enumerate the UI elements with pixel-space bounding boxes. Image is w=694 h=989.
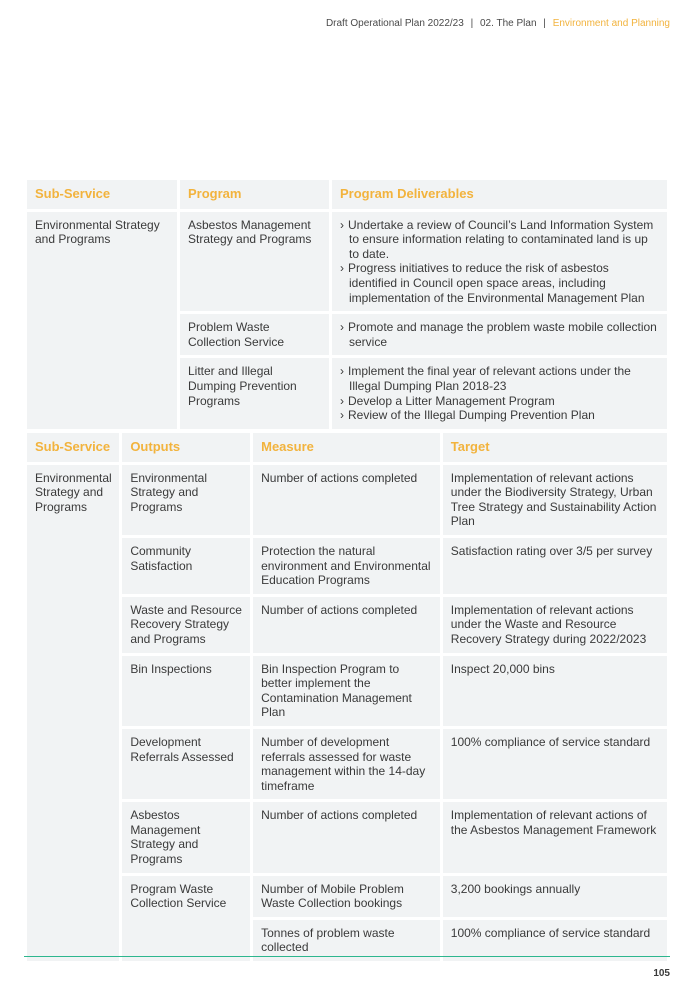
table-row: [27, 876, 667, 917]
sub-service-cell: Environmental Strategy and Programs: [27, 212, 177, 429]
output-cell: Community Satisfaction: [122, 538, 250, 594]
deliverables-list: [340, 218, 659, 306]
program-table: [24, 177, 670, 432]
column-header: Sub-Service: [27, 433, 119, 462]
deliverables-cell: [332, 314, 667, 355]
deliverables-cell: [332, 212, 667, 312]
sub-service-cell: Environmental Strategy and Programs: [27, 465, 119, 961]
column-header: Measure: [253, 433, 440, 462]
measure-cell: Bin Inspection Program to better implement the Contamination Management Plan: [253, 656, 440, 726]
target-cell: Implementation of relevant actions of the Asbestos Management Framework: [443, 802, 667, 872]
deliverable-item: › Progress initiatives to reduce the risk of asbestos identified in Council open space areas, including implementation of the Environmental Management Plan: [340, 261, 659, 305]
target-cell: Implementation of relevant actions under the Biodiversity Strategy, Urban Tree Strategy and Sustainability Action Plan: [443, 465, 667, 535]
deliverables-list: [340, 320, 659, 349]
measure-cell: Tonnes of problem waste collected: [253, 920, 440, 961]
section-label: 02. The Plan: [479, 18, 537, 29]
deliverables-cell: [332, 358, 667, 428]
deliverables-list: [340, 364, 659, 422]
table-row: [27, 465, 667, 535]
table-row: [27, 597, 667, 653]
topic-label: Environment and Planning: [552, 18, 670, 29]
column-header: Outputs: [122, 433, 250, 462]
output-cell: Asbestos Management Strategy and Programs: [122, 802, 250, 872]
output-cell: Environmental Strategy and Programs: [122, 465, 250, 535]
doc-title: Draft Operational Plan 2022/23: [325, 18, 464, 29]
target-cell: Satisfaction rating over 3/5 per survey: [443, 538, 667, 594]
output-cell: Waste and Resource Recovery Strategy and Programs: [122, 597, 250, 653]
program-cell: Asbestos Management Strategy and Programs: [180, 212, 329, 312]
deliverable-item: › Promote and manage the problem waste mobile collection service: [340, 320, 659, 349]
table-row: [27, 656, 667, 726]
deliverable-item: › Review of the Illegal Dumping Prevention Plan: [340, 408, 659, 423]
column-header: Program Deliverables: [332, 180, 667, 209]
running-header: [326, 18, 670, 29]
program-cell: Litter and Illegal Dumping Prevention Programs: [180, 358, 329, 428]
table-row: [27, 538, 667, 594]
output-cell: Development Referrals Assessed: [122, 729, 250, 799]
deliverable-item: › Develop a Litter Management Program: [340, 394, 659, 409]
output-cell: Program Waste Collection Service: [122, 876, 250, 961]
measure-cell: Number of actions completed: [253, 597, 440, 653]
target-cell: 3,200 bookings annually: [443, 876, 667, 917]
target-cell: 100% compliance of service standard: [443, 729, 667, 799]
column-header: Sub-Service: [27, 180, 177, 209]
measure-cell: Protection the natural environment and Environmental Education Programs: [253, 538, 440, 594]
table-row: [27, 802, 667, 872]
header-separator: |: [543, 18, 546, 29]
table-header-row: [27, 433, 667, 462]
program-cell: Problem Waste Collection Service: [180, 314, 329, 355]
outputs-table: [24, 430, 670, 964]
table-header-row: [27, 180, 667, 209]
measure-cell: Number of Mobile Problem Waste Collection bookings: [253, 876, 440, 917]
target-cell: Inspect 20,000 bins: [443, 656, 667, 726]
measure-cell: Number of actions completed: [253, 465, 440, 535]
table-row: [27, 729, 667, 799]
target-cell: 100% compliance of service standard: [443, 920, 667, 961]
deliverable-item: › Undertake a review of Council’s Land Information System to ensure information relating to contaminated land is up to date.: [340, 218, 659, 262]
output-cell: Bin Inspections: [122, 656, 250, 726]
measure-cell: Number of development referrals assessed for waste management within the 14-day timeframe: [253, 729, 440, 799]
measure-cell: Number of actions completed: [253, 802, 440, 872]
footer-divider: [24, 956, 670, 957]
column-header: Program: [180, 180, 329, 209]
header-separator: |: [470, 18, 474, 29]
column-header: Target: [443, 433, 667, 462]
page-number: 105: [653, 968, 670, 979]
deliverable-item: › Implement the final year of relevant actions under the Illegal Dumping Plan 2018-23: [340, 364, 659, 393]
target-cell: Implementation of relevant actions under the Waste and Resource Recovery Strategy during 2022/2023: [443, 597, 667, 653]
table-row: [27, 212, 667, 312]
